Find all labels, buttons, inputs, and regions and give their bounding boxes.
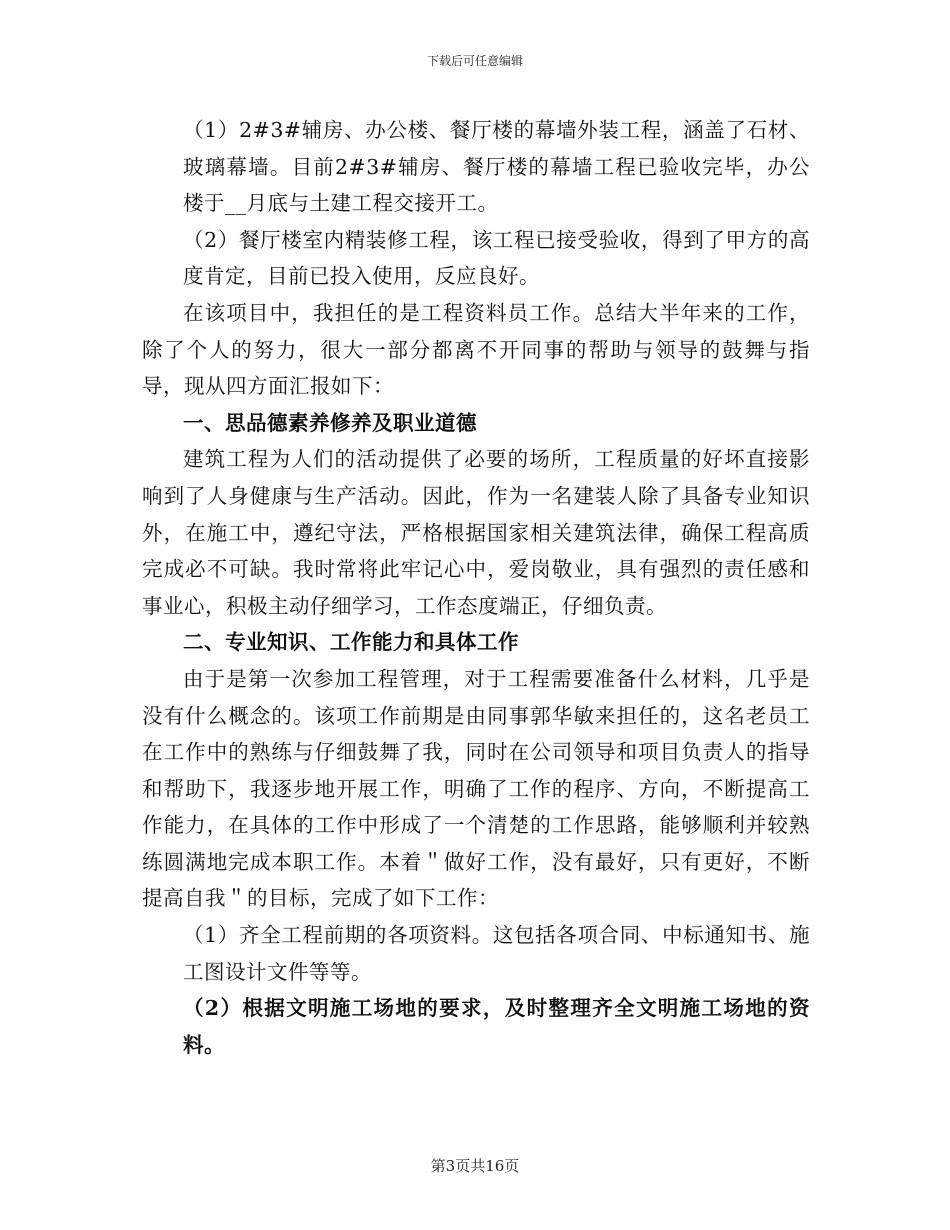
paragraph-work-item-2: （2）根据文明施工场地的要求，及时整理齐全文明施工场地的资料。 [183,996,810,1057]
paragraph-item-2: （2）餐厅楼室内精装修工程，该工程已接受验收，得到了甲方的高度肯定，目前已投入使用，反应良好。 [183,227,810,289]
paragraph-work-item-1: （1）齐全工程前期的各项资料。这包括各项合同、中标通知书、施工图设计文件等等。 [183,923,810,984]
document-body [142,112,810,1063]
paragraph-project-role: 在该项目中，我担任的是工程资料员工作。总结大半年来的工作，除了个人的努力，很大一部分都离不开同事的帮助与领导的鼓舞与指导，现从四方面汇报如下： [142,300,810,399]
paragraph-ethics: 建筑工程为人们的活动提供了必要的场所，工程质量的好坏直接影响到了人身健康与生产活动。因此，作为一名建装人除了具备专业知识外，在施工中，遵纪守法，严格根据国家相关建筑法律，确保工程高质完成必不可缺。我时常将此牢记心中，爱岗敬业，具有强烈的责任感和事业心，积极主动仔细学习，工作态度端正，仔细负责。 [142,447,810,618]
paragraph-skills: 由于是第一次参加工程管理，对于工程需要准备什么材料，几乎是没有什么概念的。该项工作前期是由同事郭华敏来担任的，这名老员工在工作中的熟练与仔细鼓舞了我，同时在公司领导和项目负责人的指导和帮助下，我逐步地开展工作，明确了工作的程序、方向，不断提高工作能力，在具体的工作中形成了一个清楚的工作思路，能够顺利并较熟练圆满地完成本职工作。本着＂做好工作，没有最好，只有更好，不断提高自我＂的目标，完成了如下工作： [142,666,810,911]
section-heading-ethics: 一、思品德素养修养及职业道德 [183,410,477,435]
page-number-footer: 第3页共16页 [430,1157,520,1175]
section-heading-skills: 二、专业知识、工作能力和具体工作 [183,630,519,655]
paragraph-item-1: （1）2#3#辅房、办公楼、餐厅楼的幕墙外装工程，涵盖了石材、玻璃幕墙。目前2#3#辅房、餐厅楼的幕墙工程已验收完毕，办公楼于__月底与土建工程交接开工。 [183,118,810,216]
page-header: 下载后可任意编辑 [426,54,523,68]
